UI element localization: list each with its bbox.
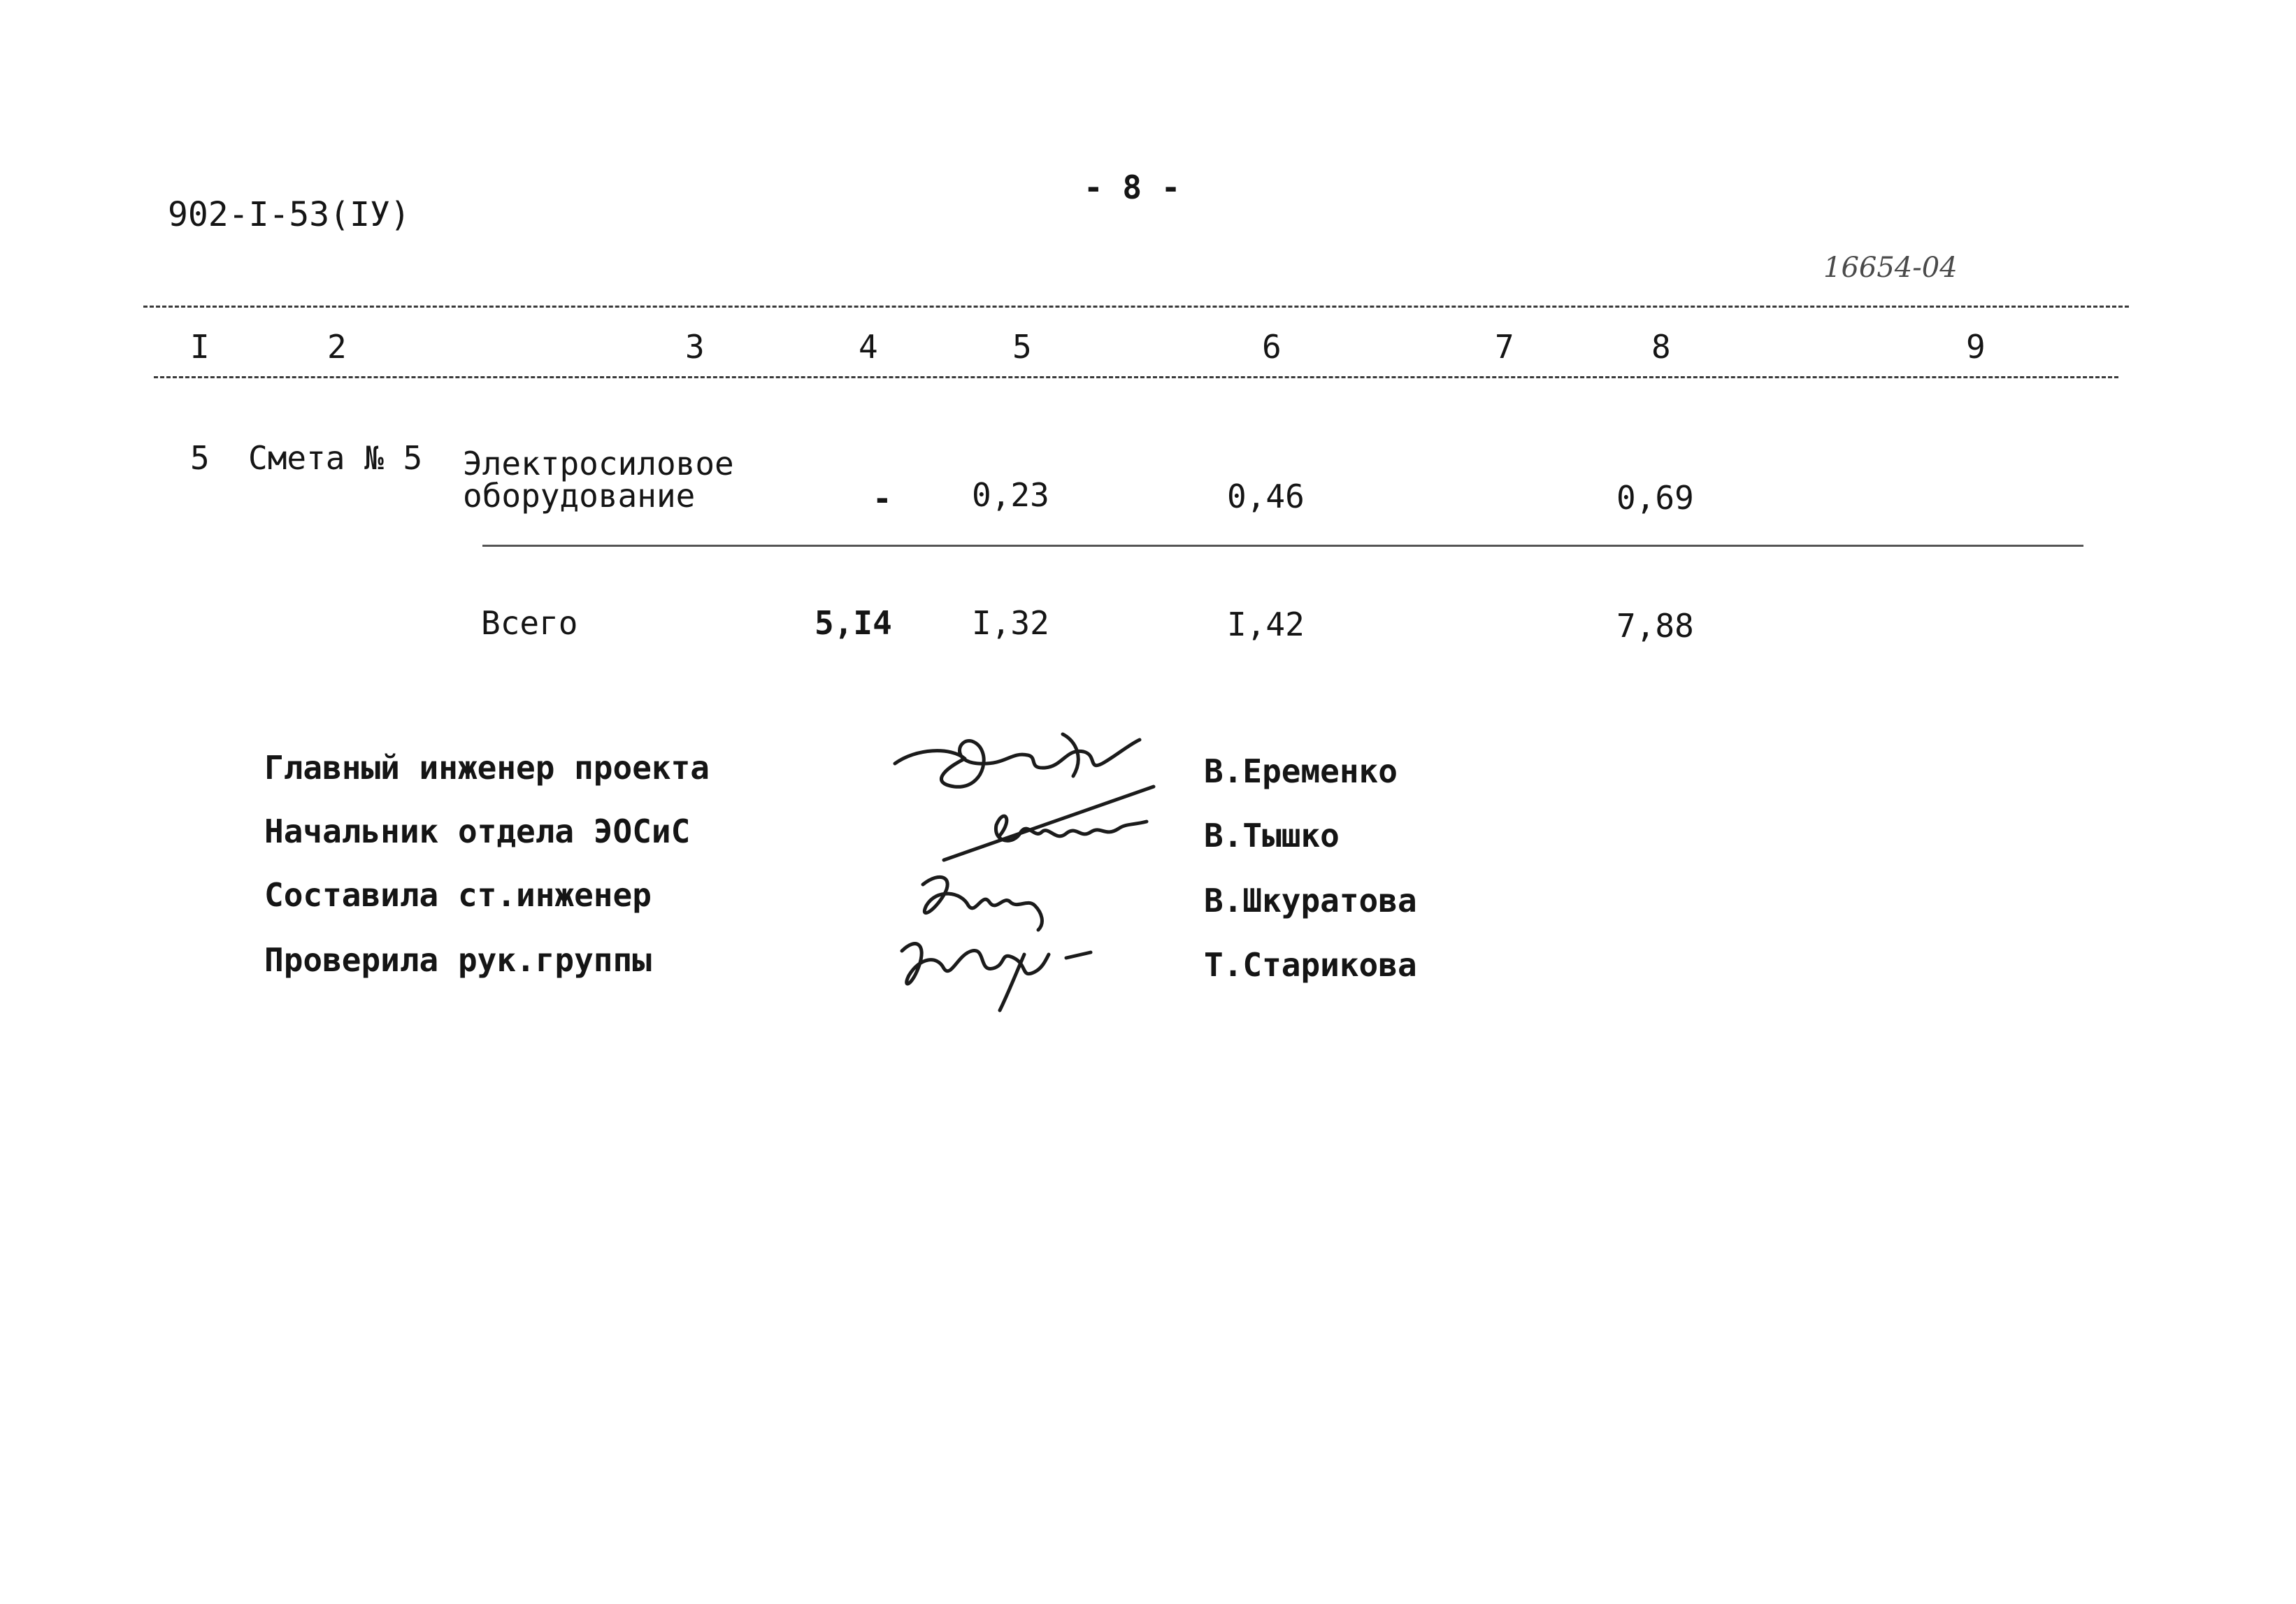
- row-col8: 0,69: [1616, 479, 1694, 517]
- row-name-line2: оборудование: [463, 477, 696, 515]
- column-number-6: 6: [1262, 328, 1282, 366]
- row-estimate: Смета № 5: [248, 439, 423, 477]
- total-col6: I,42: [1227, 606, 1305, 643]
- table-header-bottom-rule: [154, 376, 2118, 378]
- signature-scribble-4: [888, 923, 1112, 1014]
- column-number-5: 5: [1012, 328, 1032, 366]
- column-number-8: 8: [1651, 328, 1671, 366]
- column-number-9: 9: [1966, 328, 1986, 366]
- column-number-3: 3: [685, 328, 705, 366]
- total-label: Всего: [481, 604, 578, 642]
- signature-scribble-2: [937, 776, 1161, 867]
- signature-name-4: Т.Старикова: [1204, 946, 1417, 984]
- signature-role-4: Проверила рук.группы: [264, 941, 652, 979]
- signature-role-3: Составила ст.инженер: [264, 876, 652, 914]
- column-number-4: 4: [859, 328, 878, 366]
- row-col4: -: [873, 480, 892, 517]
- column-number-7: 7: [1495, 328, 1514, 366]
- signature-name-2: В.Тышко: [1204, 817, 1340, 854]
- row-index: 5: [190, 439, 210, 477]
- total-col4: 5,I4: [815, 604, 892, 642]
- total-rule: [482, 545, 2083, 547]
- signature-scribble-3: [905, 857, 1066, 933]
- signature-name-1: В.Еременко: [1204, 752, 1398, 790]
- document-code: 902-I-53(IУ): [168, 195, 410, 234]
- signature-name-3: В.Шкуратова: [1204, 882, 1417, 919]
- row-col6: 0,46: [1227, 478, 1305, 515]
- row-name-line1: Электросиловое: [463, 445, 734, 482]
- total-col5: I,32: [972, 604, 1049, 642]
- signature-role-2: Начальник отдела ЭОСиС: [264, 812, 691, 850]
- column-number-1: I: [190, 328, 210, 366]
- page-number: - 8 -: [1084, 169, 1181, 206]
- archive-number: 16654-04: [1823, 252, 1958, 284]
- total-col8: 7,88: [1616, 607, 1694, 645]
- row-col5: 0,23: [972, 476, 1049, 514]
- signature-role-1: Главный инженер проекта: [264, 749, 710, 787]
- column-number-2: 2: [327, 328, 347, 366]
- table-top-rule: [143, 306, 2129, 308]
